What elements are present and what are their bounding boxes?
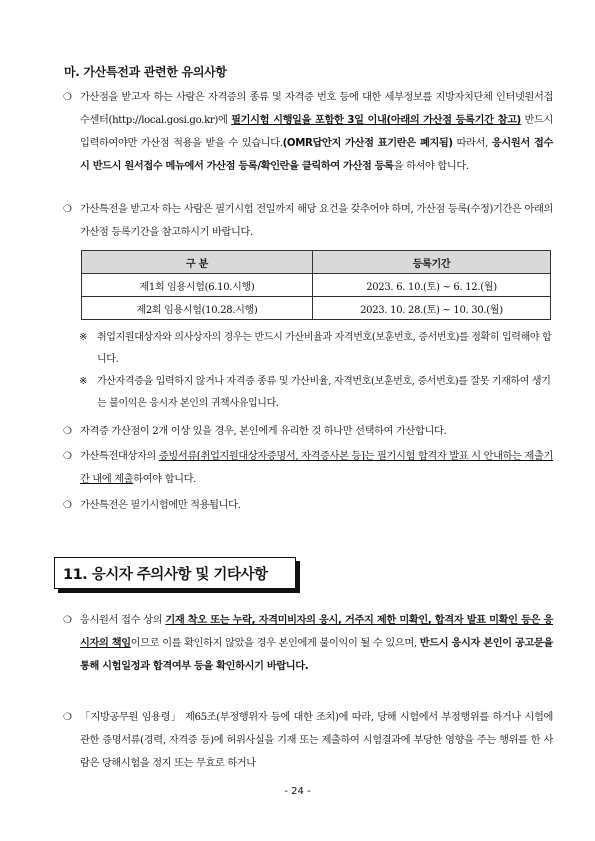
table-cell: 2023. 6. 10.(토) ~ 6. 12.(월) [313, 274, 551, 297]
paragraph-text: 자격증 가산점이 2개 이상 있을 경우, 본인에게 유리한 것 하나만 선택하여 가산합니다. [80, 426, 447, 437]
bullet-circle-icon: ❍ [63, 451, 72, 462]
emphasis-text: 필기시험 시행일을 포함한 3일 이내(아래의 가산점 등록기간 참고) [231, 115, 521, 126]
paragraph-text: 「지방공무원 임용령」 제65조(부정행위자 등에 대한 조치)에 따라, 당해 시험에서 부정행위를 하거나 시험에 관한 증명서류(경력, 자격증 등)에 허위사실을 기재 또는 제출하여 시험결과에 부당한 영향을 주는 행위를 한 사람은 당해시험을 정지 또는 무효로 하거나 [80, 712, 553, 769]
text-span: 을 하셔야 합니다. [393, 161, 469, 172]
table-header-cell: 구 분 [82, 251, 313, 274]
table-row [82, 297, 551, 320]
note-text: 취업지원대상자와 의사상자의 경우는 반드시 가산비율과 자격번호(보훈번호, 증서번호)를 정확히 입력해야 합니다. [97, 332, 552, 365]
text-span: 따라서, [452, 138, 492, 149]
emphasis-text: (OMR답안지 가산점 표기란은 폐지됨) [282, 138, 453, 149]
section-heading-ma: 마. 가산특전과 관련한 유의사항 [64, 65, 227, 79]
bullet-paragraph-multiple-certificates [63, 420, 553, 443]
table-row [82, 274, 551, 297]
bullet-circle-icon: ❍ [63, 204, 72, 215]
text-span: 가산특전대상자의 [80, 451, 159, 462]
text-span: 반드시 입력하여야만 가산점 적용을 받을 수 있습니다. [80, 115, 553, 149]
bullet-circle-icon: ❍ [63, 92, 72, 103]
table-header-cell: 등록기간 [313, 251, 551, 274]
bullet-paragraph-bonus-period [63, 198, 553, 244]
section-11-heading-box [54, 557, 296, 589]
text-span: 응시원서 접수 상의 [80, 615, 166, 626]
table-header-row [82, 251, 551, 274]
bullet-circle-icon: ❍ [63, 712, 72, 723]
emphasis-text: 반드시 응시자 본인이 공고문을 통해 시험일정과 합격여부 등을 확인하시기 바랍니다. [80, 638, 553, 672]
table-cell: 제1회 임용시험(6.10.시행) [82, 274, 313, 297]
emphasis-text: 기재 착오 또는 누락, 자격미비자의 응시, 거주지 제한 미확인, 합격자 발표 미확인 등은 응시자의 책임 [80, 615, 554, 649]
table-cell: 제2회 임용시험(10.28.시행) [82, 297, 313, 320]
text-span: 이므로 이를 확인하지 않았을 경우 본인에게 불이익이 될 수 있으며, [130, 638, 420, 649]
text-span: 가산점을 받고자 하는 사람은 자격증의 종류 및 자격증 번호 등에 대한 세부정보를 지방자치단체 인터넷원서접수센터(http://local.gosi.go.kr)에 [80, 92, 553, 126]
reference-mark-icon: ※ [79, 376, 88, 387]
bullet-paragraph-evidence-documents [63, 445, 553, 491]
section-11-title: 11. 응시자 주의사항 및 기타사항 [63, 567, 268, 583]
note-text: 가산자격증을 입력하지 않거나 자격증 종류 및 가산비율, 자격번호(보훈번호, 증서번호)를 잘못 기재하여 생기는 불이익은 응시자 본인의 귀책사유입니다. [97, 376, 551, 409]
bullet-paragraph-misconduct [63, 706, 553, 775]
bullet-paragraph-written-only [63, 494, 553, 517]
paragraph-text: 가산특전을 받고자 하는 사람은 필기시험 전일까지 해당 요건을 갖추어야 하며, 가산점 등록(수정)기간은 아래의 가산점 등록기간을 참고하시기 바랍니다. [80, 204, 553, 238]
bullet-paragraph-applicant-responsibility [63, 609, 553, 678]
bullet-circle-icon: ❍ [63, 500, 72, 511]
table-cell: 2023. 10. 28.(토) ~ 10. 30.(월) [313, 297, 551, 320]
page-number: - 24 - [284, 786, 311, 797]
note-item [79, 327, 555, 371]
emphasis-text: 응시원서 접수 시 반드시 원서접수 메뉴에서 가산점 등록/확인란을 클릭하여 가산점 등록 [80, 138, 553, 172]
text-span: 하여야 합니다. [133, 474, 196, 485]
bullet-circle-icon: ❍ [63, 615, 72, 626]
underlined-text: 증빙서류[취업지원대상자증명서, 자격증사본 등]는 필기시험 합격자 발표 시 안내하는 제출기간 내에 제출 [80, 451, 553, 485]
reference-mark-icon: ※ [79, 332, 88, 343]
note-item [79, 371, 555, 415]
bullet-circle-icon: ❍ [63, 426, 72, 437]
bullet-paragraph-bonus-registration [63, 86, 553, 178]
registration-period-table [81, 250, 551, 320]
paragraph-text: 가산특전은 필기시험에만 적용됩니다. [80, 500, 241, 511]
